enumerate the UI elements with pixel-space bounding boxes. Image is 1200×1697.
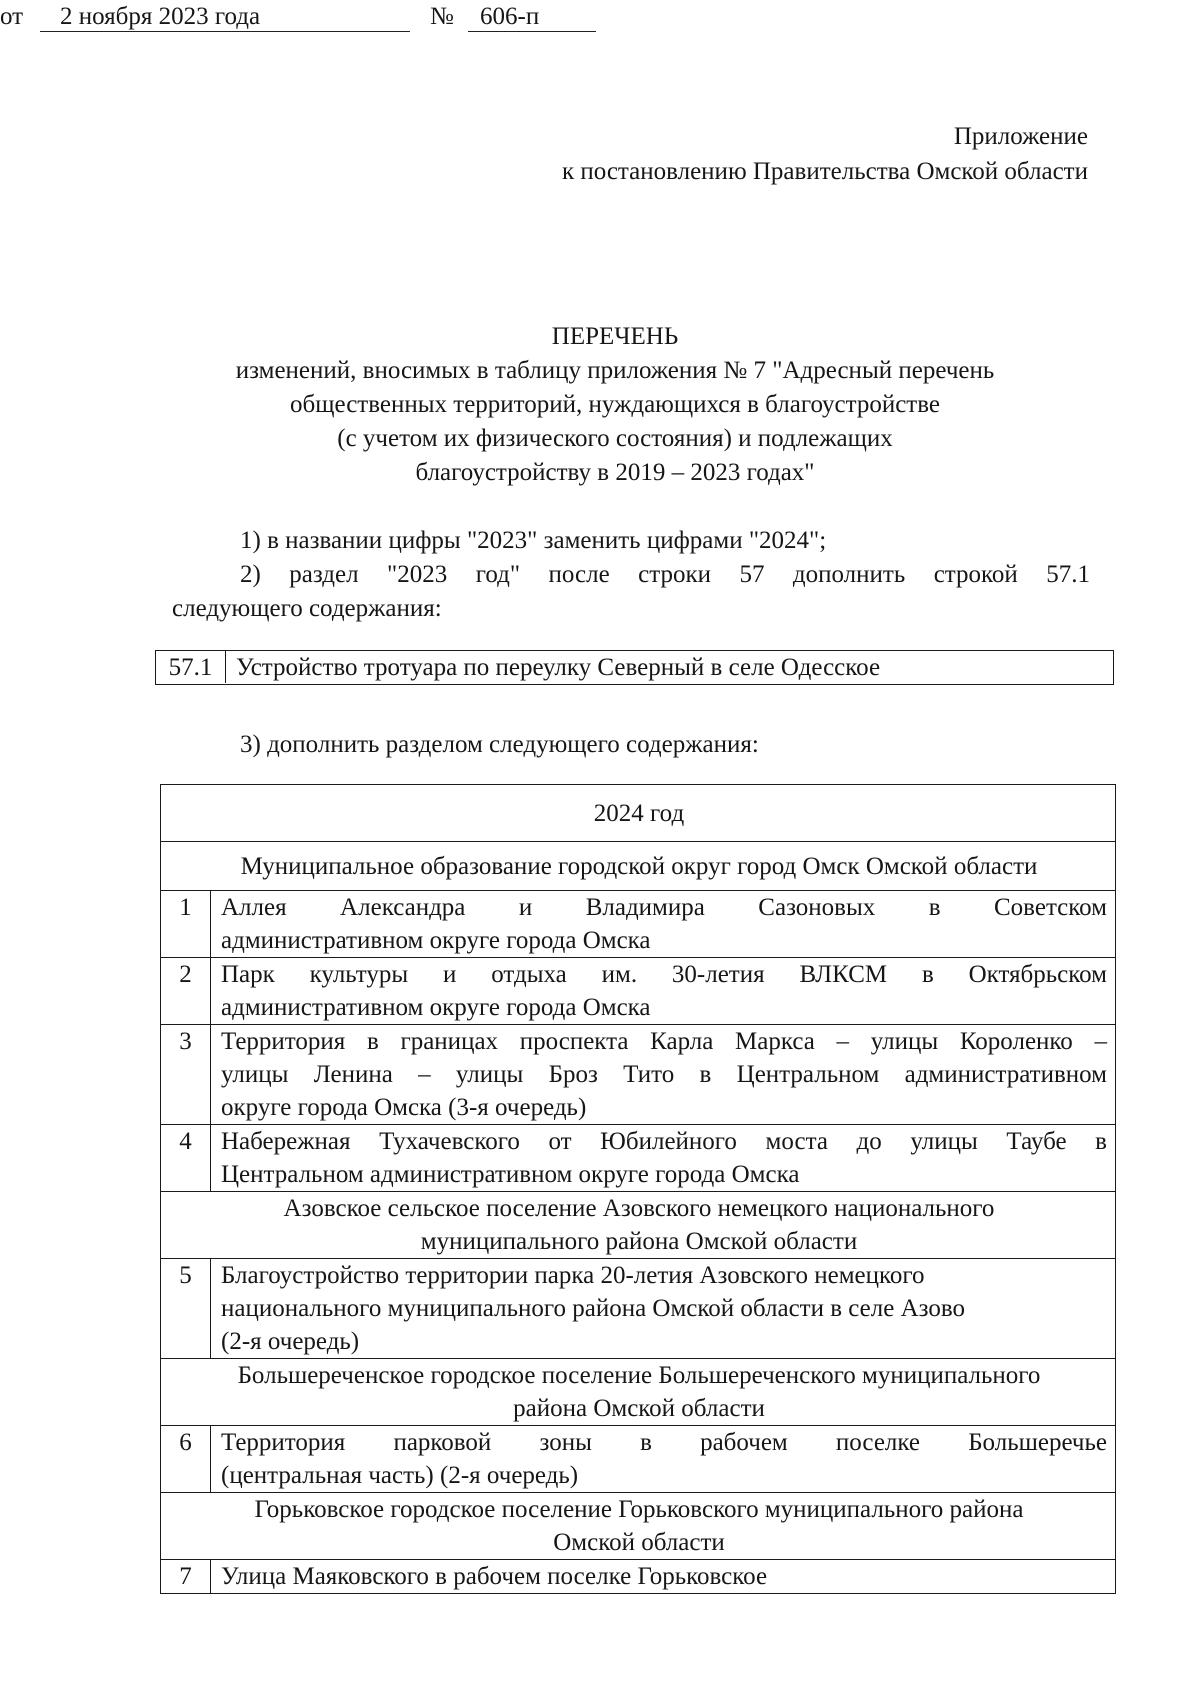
municipality-header: Муниципальное образование городской округ город Омск Омской области <box>161 842 1116 891</box>
date-prefix: от <box>0 3 24 30</box>
table-row <box>161 1493 1116 1560</box>
table-row <box>161 1560 1116 1594</box>
row-description: Парк культуры и отдыха им. 30-летия ВЛКСМ в Октябрьском административном округе города Омска <box>211 958 1116 1025</box>
row-57-1 <box>155 650 1114 685</box>
table-row <box>161 842 1116 891</box>
table-row <box>161 1025 1116 1125</box>
resolution-date: 2 ноября 2023 года <box>40 0 410 32</box>
row-number: 6 <box>161 1426 211 1493</box>
row-description: Территория парковой зоны в рабочем поселке Большеречье (центральная часть) (2-я очередь) <box>211 1426 1116 1493</box>
title-line-4: благоустройству в 2019 – 2023 годах" <box>415 459 815 486</box>
year-header: 2024 год <box>161 785 1116 842</box>
row-description: Устройство тротуара по переулку Северный в селе Одесское <box>236 654 881 681</box>
row-description: Благоустройство территории парка 20-летия Азовского немецкого национального муниципального района Омской области в селе Азово (2-я очередь) <box>211 1259 1116 1359</box>
table-row <box>161 1259 1116 1359</box>
appendix-resolution: к постановлению Правительства Омской области <box>561 158 1088 185</box>
table-row <box>161 1192 1116 1259</box>
table-row <box>161 958 1116 1025</box>
table-row <box>161 785 1116 842</box>
title-line-2: общественных территорий, нуждающихся в благоустройстве <box>290 391 940 418</box>
row-number: 4 <box>161 1125 211 1192</box>
row-description: Улица Маяковского в рабочем поселке Горьковское <box>211 1560 1116 1594</box>
table-row <box>161 891 1116 958</box>
row-number: 2 <box>161 958 211 1025</box>
row-description: Территория в границах проспекта Карла Маркса – улицы Короленко – улицы Ленина – улицы Броз Тито в Центральном административном округе города Омска (3-я очередь) <box>211 1025 1116 1125</box>
section-2024-table <box>160 784 1116 1594</box>
row-number: 57.1 <box>156 651 226 683</box>
municipality-header: Горьковское городское поселение Горьковского муниципального района Омской области <box>161 1493 1116 1560</box>
row-number: 5 <box>161 1259 211 1359</box>
row-number: 3 <box>161 1025 211 1125</box>
document-title: ПЕРЕЧЕНЬ <box>551 323 679 350</box>
number-sign: № <box>430 3 454 30</box>
table-row <box>161 1426 1116 1493</box>
municipality-header: Азовское сельское поселение Азовского немецкого национального муниципального района Омской области <box>161 1192 1116 1259</box>
title-line-3: (с учетом их физического состояния) и подлежащих <box>337 425 893 452</box>
paragraph-1: 1) в названии цифры "2023" заменить цифрами "2024"; <box>240 527 827 554</box>
appendix-date-number <box>0 0 1200 34</box>
table-row <box>161 1359 1116 1426</box>
title-line-1: изменений, вносимых в таблицу приложения № 7 "Адресный перечень <box>235 357 995 384</box>
table-row <box>161 1125 1116 1192</box>
resolution-number: 606-п <box>468 0 596 32</box>
municipality-header: Большереченское городское поселение Большереченского муниципального района Омской области <box>161 1359 1116 1426</box>
paragraph-3: 3) дополнить разделом следующего содержания: <box>240 731 759 758</box>
paragraph-2-continued: следующего содержания: <box>172 595 442 622</box>
row-description: Аллея Александра и Владимира Сазоновых в Советском административном округе города Омска <box>211 891 1116 958</box>
row-number: 1 <box>161 891 211 958</box>
row-number: 7 <box>161 1560 211 1594</box>
appendix-label: Приложение <box>953 123 1088 150</box>
paragraph-2: 2) раздел "2023 год" после строки 57 дополнить строкой 57.1 <box>240 561 1090 588</box>
row-description: Набережная Тухачевского от Юбилейного моста до улицы Таубе в Центральном административном округе города Омска <box>211 1125 1116 1192</box>
